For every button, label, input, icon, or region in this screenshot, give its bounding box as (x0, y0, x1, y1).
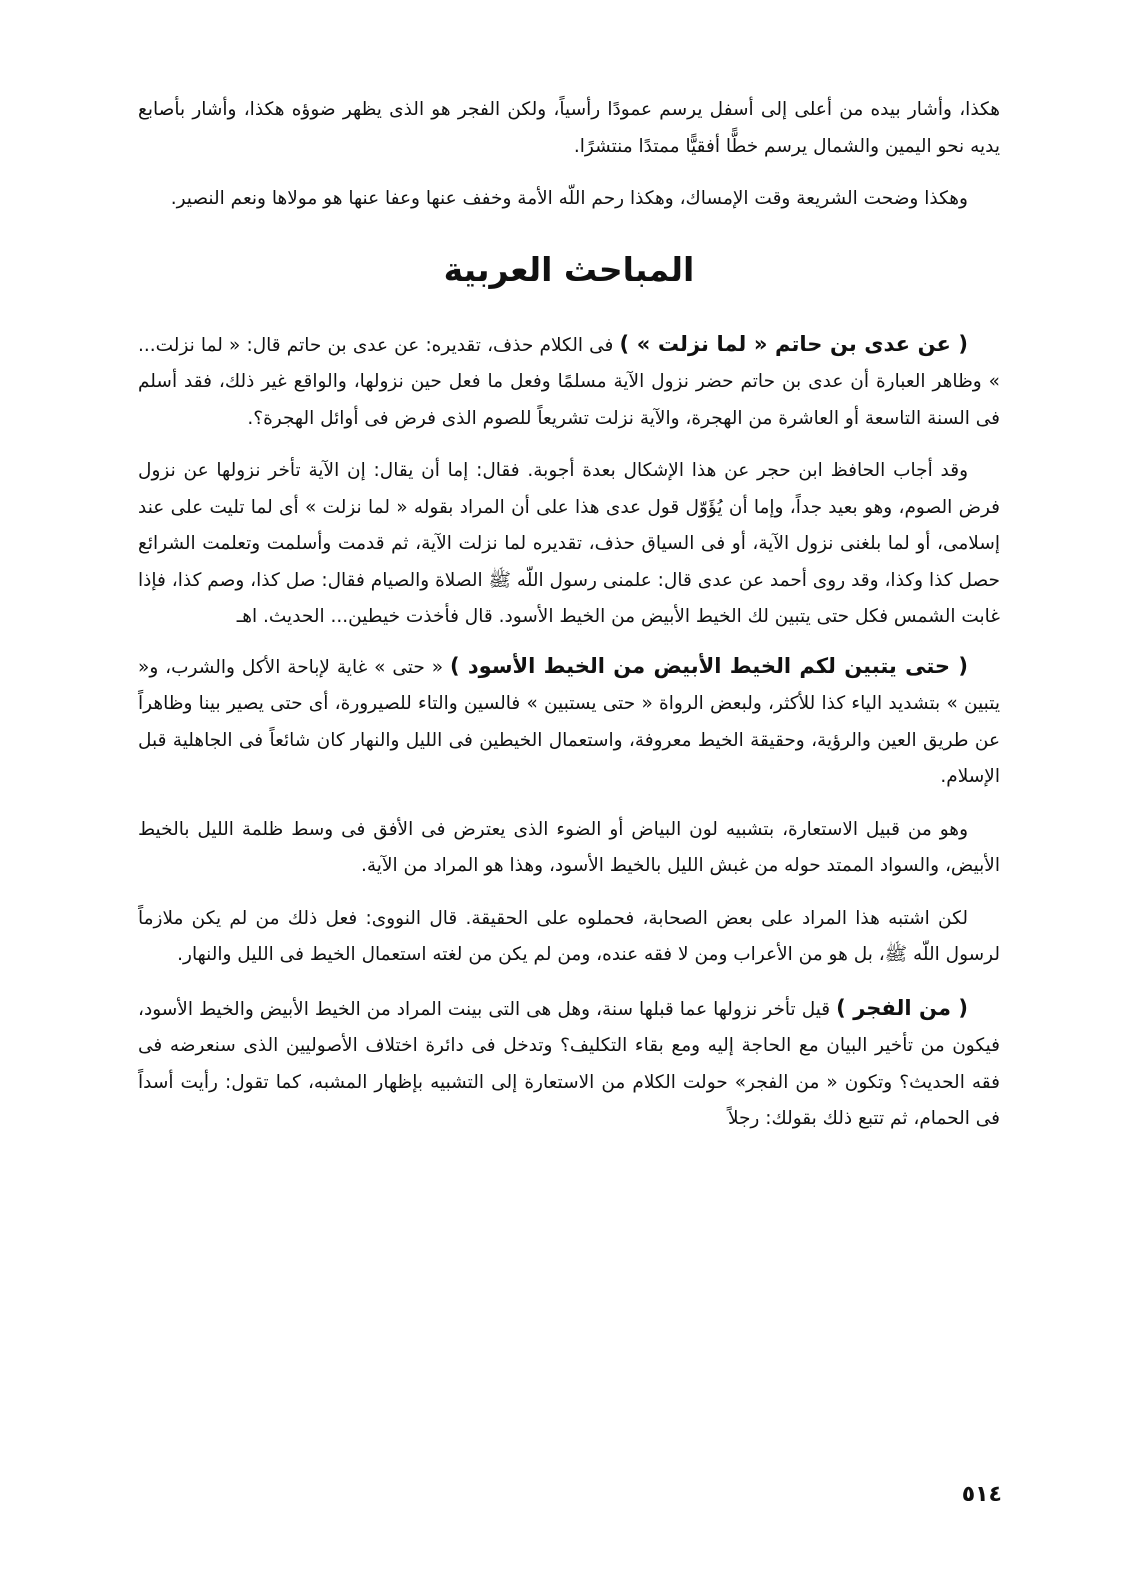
intro-paragraph-1: هكذا، وأشار بيده من أعلى إلى أسفل يرسم عمودًا رأسياً، ولكن الفجر هو الذى يظهر ضوؤه هكذا، وأشار بأصابع يديه نحو اليمين والشمال يرسم خطًّا أفقيًّا ممتدًا منتشرًا. (138, 99, 1000, 157)
page-number: ٥١٤ (961, 1482, 1002, 1507)
section-adi-text: فى الكلام حذف، تقديره: عن عدى بن حاتم قال: « لما نزلت... » وظاهر العبارة أن عدى بن حاتم حضر نزول الآية مسلمًا وفعل ما فعل حين نزولها، والواقع غير ذلك، فقد أسلم فى السنة التاسعة أو العاشرة من الهجرة، والآية نزلت تشريعاً للصوم الذى فرض فى أوائل الهجرة؟. (138, 334, 1000, 429)
answer-paragraph: وقد أجاب الحافظ ابن حجر عن هذا الإشكال بعدة أجوبة. فقال: إما أن يقال: إن الآية تأخر نزولها عن نزول فرض الصوم، وهو بعيد جداً، وإما أن يُؤَوّل قول عدى هذا على أن المراد بقوله « لما نزلت » أى لما تليت على عند إسلامى، أو لما بلغنى نزول الآية، أو فى السياق حذف، تقديره لما نزلت الآية، ثم قدمت وأسلمت وتعلمت الشرائع حصل كذا وكذا، وقد روى أحمد عن عدى قال: علمنى رسول اللّه ﷺ الصلاة والصيام فقال: صل كذا، وصم كذا، فإذا غابت الشمس فكل حتى يتبين لك الخيط الأبيض من الخيط الأسود. قال فأخذت خيطين... الحديث. اهـ (138, 460, 1000, 627)
section-title: المباحث العربية (443, 249, 695, 289)
section-adi-paragraph (138, 326, 1000, 438)
nawawi-paragraph: لكن اشتبه هذا المراد على بعض الصحابة، فحملوه على الحقيقة. قال النووى: فعل ذلك من لم يكن ملازماً لرسول اللّه ﷺ، بل هو من الأعراب ومن لا فقه عنده، ومن لم يكن من لغته استعمال الخيط فى الليل والنهار. (138, 907, 1000, 965)
section-adi-lead: ( عن عدى بن حاتم « لما نزلت » ) (619, 331, 968, 356)
metaphor-paragraph: وهو من قبيل الاستعارة، بتشبيه لون البياض أو الضوء الذى يعترض فى الأفق فى وسط ظلمة الليل بالخيط الأبيض، والسواد الممتد حوله من غبش الليل بالخيط الأسود، وهذا هو المراد من الآية. (138, 818, 1000, 876)
section-dawn-lead: ( من الفجر ) (836, 995, 968, 1020)
page-body (138, 92, 1000, 1154)
section-thread-lead: ( حتى يتبين لكم الخيط الأبيض من الخيط الأسود ) (449, 653, 968, 678)
section-thread-paragraph (138, 648, 1000, 796)
intro-paragraph-2: وهكذا وضحت الشريعة وقت الإمساك، وهكذا رحم اللّه الأمة وخفف عنها وعفا عنها هو مولاها ونعم النصير. (170, 188, 968, 209)
section-dawn-text: قيل تأخر نزولها عما قبلها سنة، وهل هى التى بينت المراد من الخيط الأبيض والخيط الأسود، فيكون من تأخير البيان مع الحاجة إليه ومع بقاء التكليف؟ وتدخل فى دائرة اختلاف الأصوليين الذى سنعرضه فى فقه الحديث؟ وتكون « من الفجر» حولت الكلام من الاستعارة إلى التشبيه بإظهار المشبه، كما تقول: رأيت أسداً فى الحمام، ثم تتبع ذلك بقولك: رجلاً (138, 998, 1000, 1129)
section-dawn-paragraph (138, 990, 1000, 1138)
section-thread-text: « حتى » غاية لإباحة الأكل والشرب، و« يتبين » بتشديد الياء كذا للأكثر، ولبعض الرواة « حتى يستبين » فالسين والتاء للصيرورة، أى حتى يصير بينا وظاهراً عن طريق العين والرؤية، وحقيقة الخيط معروفة، واستعمال الخيطين فى الليل والنهار كان شائعاً فى الجاهلية قبل الإسلام. (138, 656, 1000, 787)
